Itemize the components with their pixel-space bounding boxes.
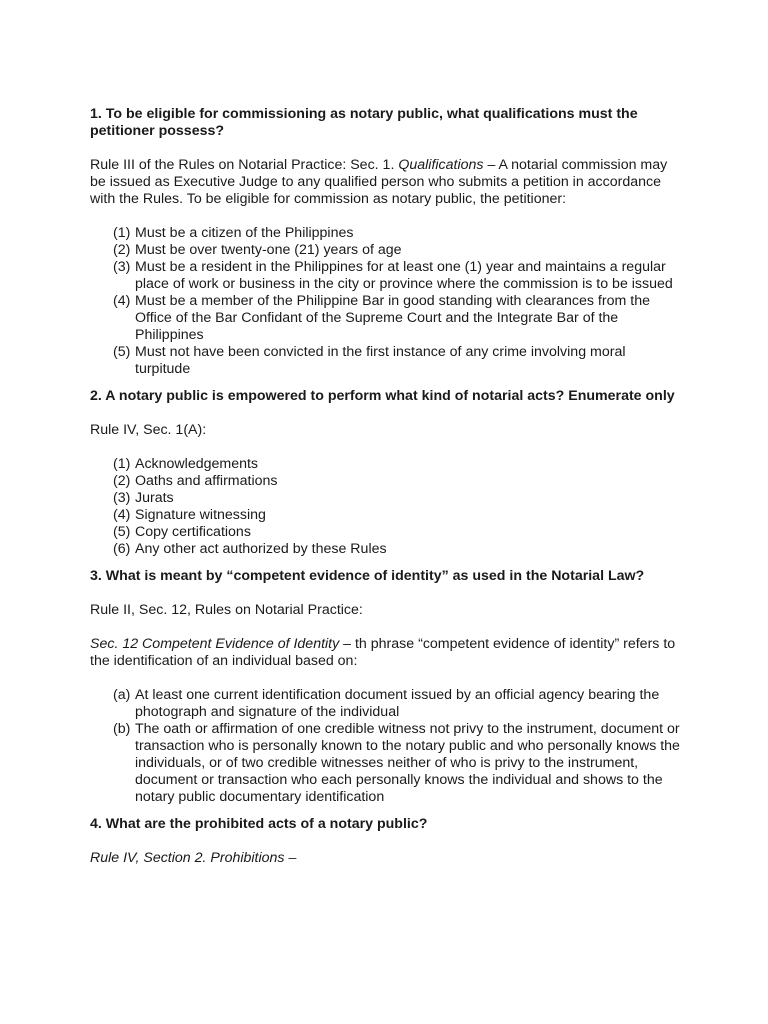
definition-italic: Sec. 12 Competent Evidence of Identity	[90, 636, 340, 652]
question-2-intro: Rule IV, Sec. 1(A):	[90, 422, 207, 438]
item-number: (4)	[113, 507, 131, 523]
list-item	[113, 524, 680, 541]
list-item	[113, 687, 680, 721]
notarial-acts-list	[90, 456, 680, 558]
item-number: (1)	[113, 456, 131, 472]
evidence-list	[90, 687, 680, 806]
question-3-intro: Rule II, Sec. 12, Rules on Notarial Practice:	[90, 602, 363, 618]
item-number: (3)	[113, 259, 131, 275]
item-number: (5)	[113, 524, 131, 540]
list-item	[113, 541, 680, 558]
qualifications-list	[90, 225, 680, 378]
question-4-heading: 4. What are the prohibited acts of a notary public?	[90, 816, 428, 832]
item-text: Must be a resident in the Philippines for at least one (1) year and maintains a regular place of work or business in the city or province where the commission is to be issued	[135, 259, 673, 292]
list-item	[113, 721, 680, 806]
item-text: Must not have been convicted in the first instance of any crime involving moral turpitude	[135, 344, 626, 377]
item-text: Must be a citizen of the Philippines	[135, 225, 354, 241]
list-item	[113, 456, 680, 473]
question-4-intro: Rule IV, Section 2. Prohibitions –	[90, 850, 297, 866]
item-number: (6)	[113, 541, 131, 557]
question-2-heading: 2. A notary public is empowered to perform what kind of notarial acts? Enumerate only	[90, 388, 675, 404]
intro-italic: Qualifications	[398, 157, 484, 173]
item-text: Jurats	[135, 490, 174, 506]
question-1-heading: 1. To be eligible for commissioning as notary public, what qualifications must the petitioner possess?	[90, 106, 638, 139]
item-text: Oaths and affirmations	[135, 473, 278, 489]
item-text: Acknowledgements	[135, 456, 259, 472]
item-number: (2)	[113, 473, 131, 489]
question-1-intro	[90, 157, 680, 208]
item-text: Copy certifications	[135, 524, 251, 540]
item-number: (3)	[113, 490, 131, 506]
list-item	[113, 259, 680, 293]
item-text: Any other act authorized by these Rules	[135, 541, 387, 557]
item-text: At least one current identification document issued by an official agency bearing the photograph and signature of the individual	[135, 687, 660, 720]
definition-rest: – th phrase “competent evidence of identity” refers to the identification of an individual based on:	[90, 636, 676, 669]
list-item	[113, 473, 680, 490]
intro-rest: – A notarial commission may be issued as Executive Judge to any qualified person who submits a petition in accordance with the Rules. To be eligible for commission as notary public, the petitioner:	[90, 157, 668, 207]
item-text: Signature witnessing	[135, 507, 266, 523]
item-number: (1)	[113, 225, 131, 241]
item-number: (b)	[113, 721, 131, 737]
question-3-definition	[90, 636, 680, 670]
list-item	[113, 293, 680, 344]
item-text: Must be a member of the Philippine Bar in good standing with clearances from the Office of the Bar Confidant of the Supreme Court and the Integrate Bar of the Philippines	[135, 293, 650, 343]
item-text: Must be over twenty-one (21) years of age	[135, 242, 402, 258]
item-text: The oath or affirmation of one credible witness not privy to the instrument, document or transaction who is personally known to the notary public and who personally knows the individuals, or of two credible witnesses neither of who is privy to the instrument, document or transaction who each personally knows the individual and shows to the notary public documentary identification	[135, 721, 680, 805]
intro-text: Rule III of the Rules on Notarial Practice: Sec. 1.	[90, 157, 399, 173]
list-item	[113, 507, 680, 524]
list-item	[113, 242, 680, 259]
item-number: (4)	[113, 293, 131, 309]
question-3-heading: 3. What is meant by “competent evidence of identity” as used in the Notarial Law?	[90, 568, 645, 584]
list-item	[113, 225, 680, 242]
list-item	[113, 344, 680, 378]
item-number: (5)	[113, 344, 131, 360]
list-item	[113, 490, 680, 507]
document-body	[90, 106, 680, 867]
item-number: (2)	[113, 242, 131, 258]
item-number: (a)	[113, 687, 131, 703]
